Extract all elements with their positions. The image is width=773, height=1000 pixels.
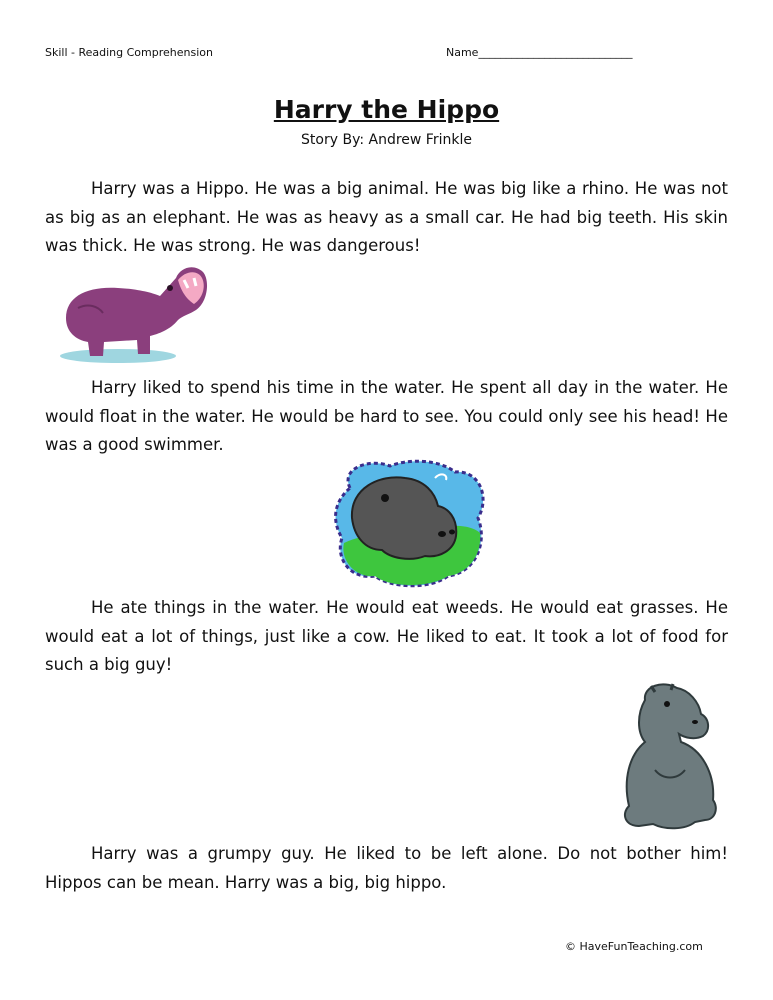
- story-paragraph: Harry was a Hippo. He was a big animal. He was big like a rhino. He was not as big as an elephant. He was as heavy as a small car. He had big teeth. His skin was thick. He was strong. He was dangerous!: [45, 179, 728, 255]
- hippo-sitting-image: [615, 680, 723, 835]
- skill-label: Skill - Reading Comprehension: [45, 46, 213, 59]
- story-title: Harry the Hippo: [273, 95, 500, 124]
- hippo-head-in-water-image: [330, 458, 488, 590]
- story-paragraph: Harry liked to spend his time in the water. He spent all day in the water. He would float in the water. He would be hard to see. You could only see his head! He was a good swimmer.: [45, 378, 728, 454]
- story-byline: Story By: Andrew Frinkle: [301, 132, 472, 148]
- copyright-footer: © HaveFunTeaching.com: [565, 940, 703, 953]
- story-paragraph: He ate things in the water. He would eat weeds. He would eat grasses. He would eat a lot of things, just like a cow. He liked to eat. It took a lot of food for such a big guy!: [45, 598, 728, 674]
- story-paragraph: Harry was a grumpy guy. He liked to be left alone. Do not bother him! Hippos can be mean. Harry was a big, big hippo.: [45, 844, 728, 892]
- name-field: Name____________________________: [446, 46, 633, 59]
- hippo-open-mouth-image: [58, 258, 213, 368]
